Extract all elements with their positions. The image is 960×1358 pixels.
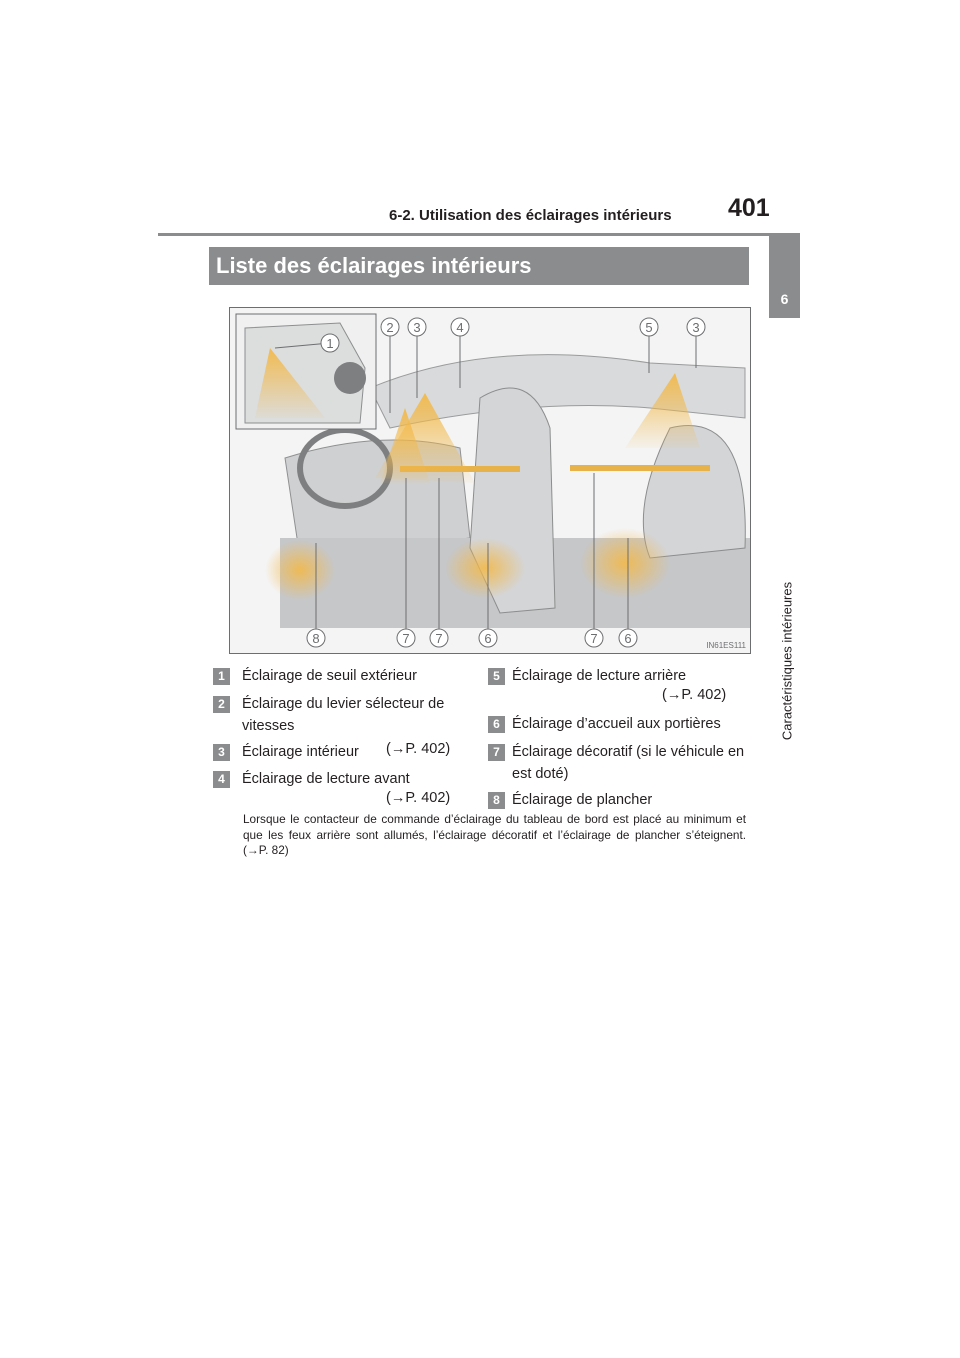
section-title-bar xyxy=(209,247,749,285)
item-text-1: Éclairage de seuil extérieur xyxy=(242,668,417,684)
interior-lights-figure xyxy=(229,307,751,654)
figure-image-code: IN61ES111 xyxy=(706,641,746,650)
callout-1: 1 xyxy=(326,336,334,351)
chapter-number: 6 xyxy=(780,291,789,307)
chapter-side-tab xyxy=(769,236,800,906)
running-header-section-title: 6-2. Utilisation des éclairages intérieurs xyxy=(389,207,672,224)
callout-2: 2 xyxy=(386,320,394,335)
item-ref-5[interactable]: (→P. 402) xyxy=(662,687,727,703)
callout-8: 8 xyxy=(312,631,320,646)
item-text-6: Éclairage d’accueil aux portières xyxy=(512,716,721,732)
callout-3: 3 xyxy=(413,320,421,335)
item-badge-4: 4 xyxy=(213,771,230,788)
item-text-2: Éclairage du levier sélecteur de vitesses xyxy=(242,696,445,734)
item-text-8: Éclairage de plancher xyxy=(512,792,653,808)
courtesy-light-front-glow xyxy=(445,538,525,598)
decorative-light-rear xyxy=(570,465,710,471)
note-paragraph: Lorsque le contacteur de commande d’éclairage du tableau de bord est placé au minimum et que les feux arrière sont allumés, l’éclairage décoratif et l’éclairage de plancher s’éteignent. (→P. 82) xyxy=(243,812,746,857)
item-badge-6: 6 xyxy=(488,716,505,733)
item-badge-5: 5 xyxy=(488,668,505,685)
item-ref-4[interactable]: (→P. 402) xyxy=(386,790,451,806)
item-text-3: Éclairage intérieur xyxy=(242,744,359,760)
item-ref-3[interactable]: (→P. 402) xyxy=(386,741,451,757)
section-title: Liste des éclairages intérieurs xyxy=(216,253,532,278)
item-text-5: Éclairage de lecture arrière xyxy=(512,668,687,684)
callout-7a: 7 xyxy=(402,631,410,646)
item-badge-3: 3 xyxy=(213,744,230,761)
callout-7b: 7 xyxy=(435,631,443,646)
callout-6b: 6 xyxy=(624,631,632,646)
callout-6a: 6 xyxy=(484,631,492,646)
chapter-tab-box xyxy=(769,236,800,318)
foot-light-glow xyxy=(265,540,335,600)
item-badge-1: 1 xyxy=(213,668,230,685)
item-badge-7: 7 xyxy=(488,744,505,761)
header-rule xyxy=(158,233,800,236)
callout-5: 5 xyxy=(645,320,653,335)
callout-3b: 3 xyxy=(692,320,700,335)
callout-4: 4 xyxy=(456,320,464,335)
item-text-7: Éclairage décoratif (si le véhicule en est doté) xyxy=(512,744,745,782)
page-number: 401 xyxy=(728,194,770,222)
car-interior-illustration xyxy=(230,308,750,653)
item-badge-2: 2 xyxy=(213,696,230,713)
item-badge-8: 8 xyxy=(488,792,505,809)
inset-wheel xyxy=(334,362,366,394)
chapter-label: Caractéristiques intérieures xyxy=(779,581,795,741)
item-text-4: Éclairage de lecture avant xyxy=(242,771,410,787)
callout-7c: 7 xyxy=(590,631,598,646)
